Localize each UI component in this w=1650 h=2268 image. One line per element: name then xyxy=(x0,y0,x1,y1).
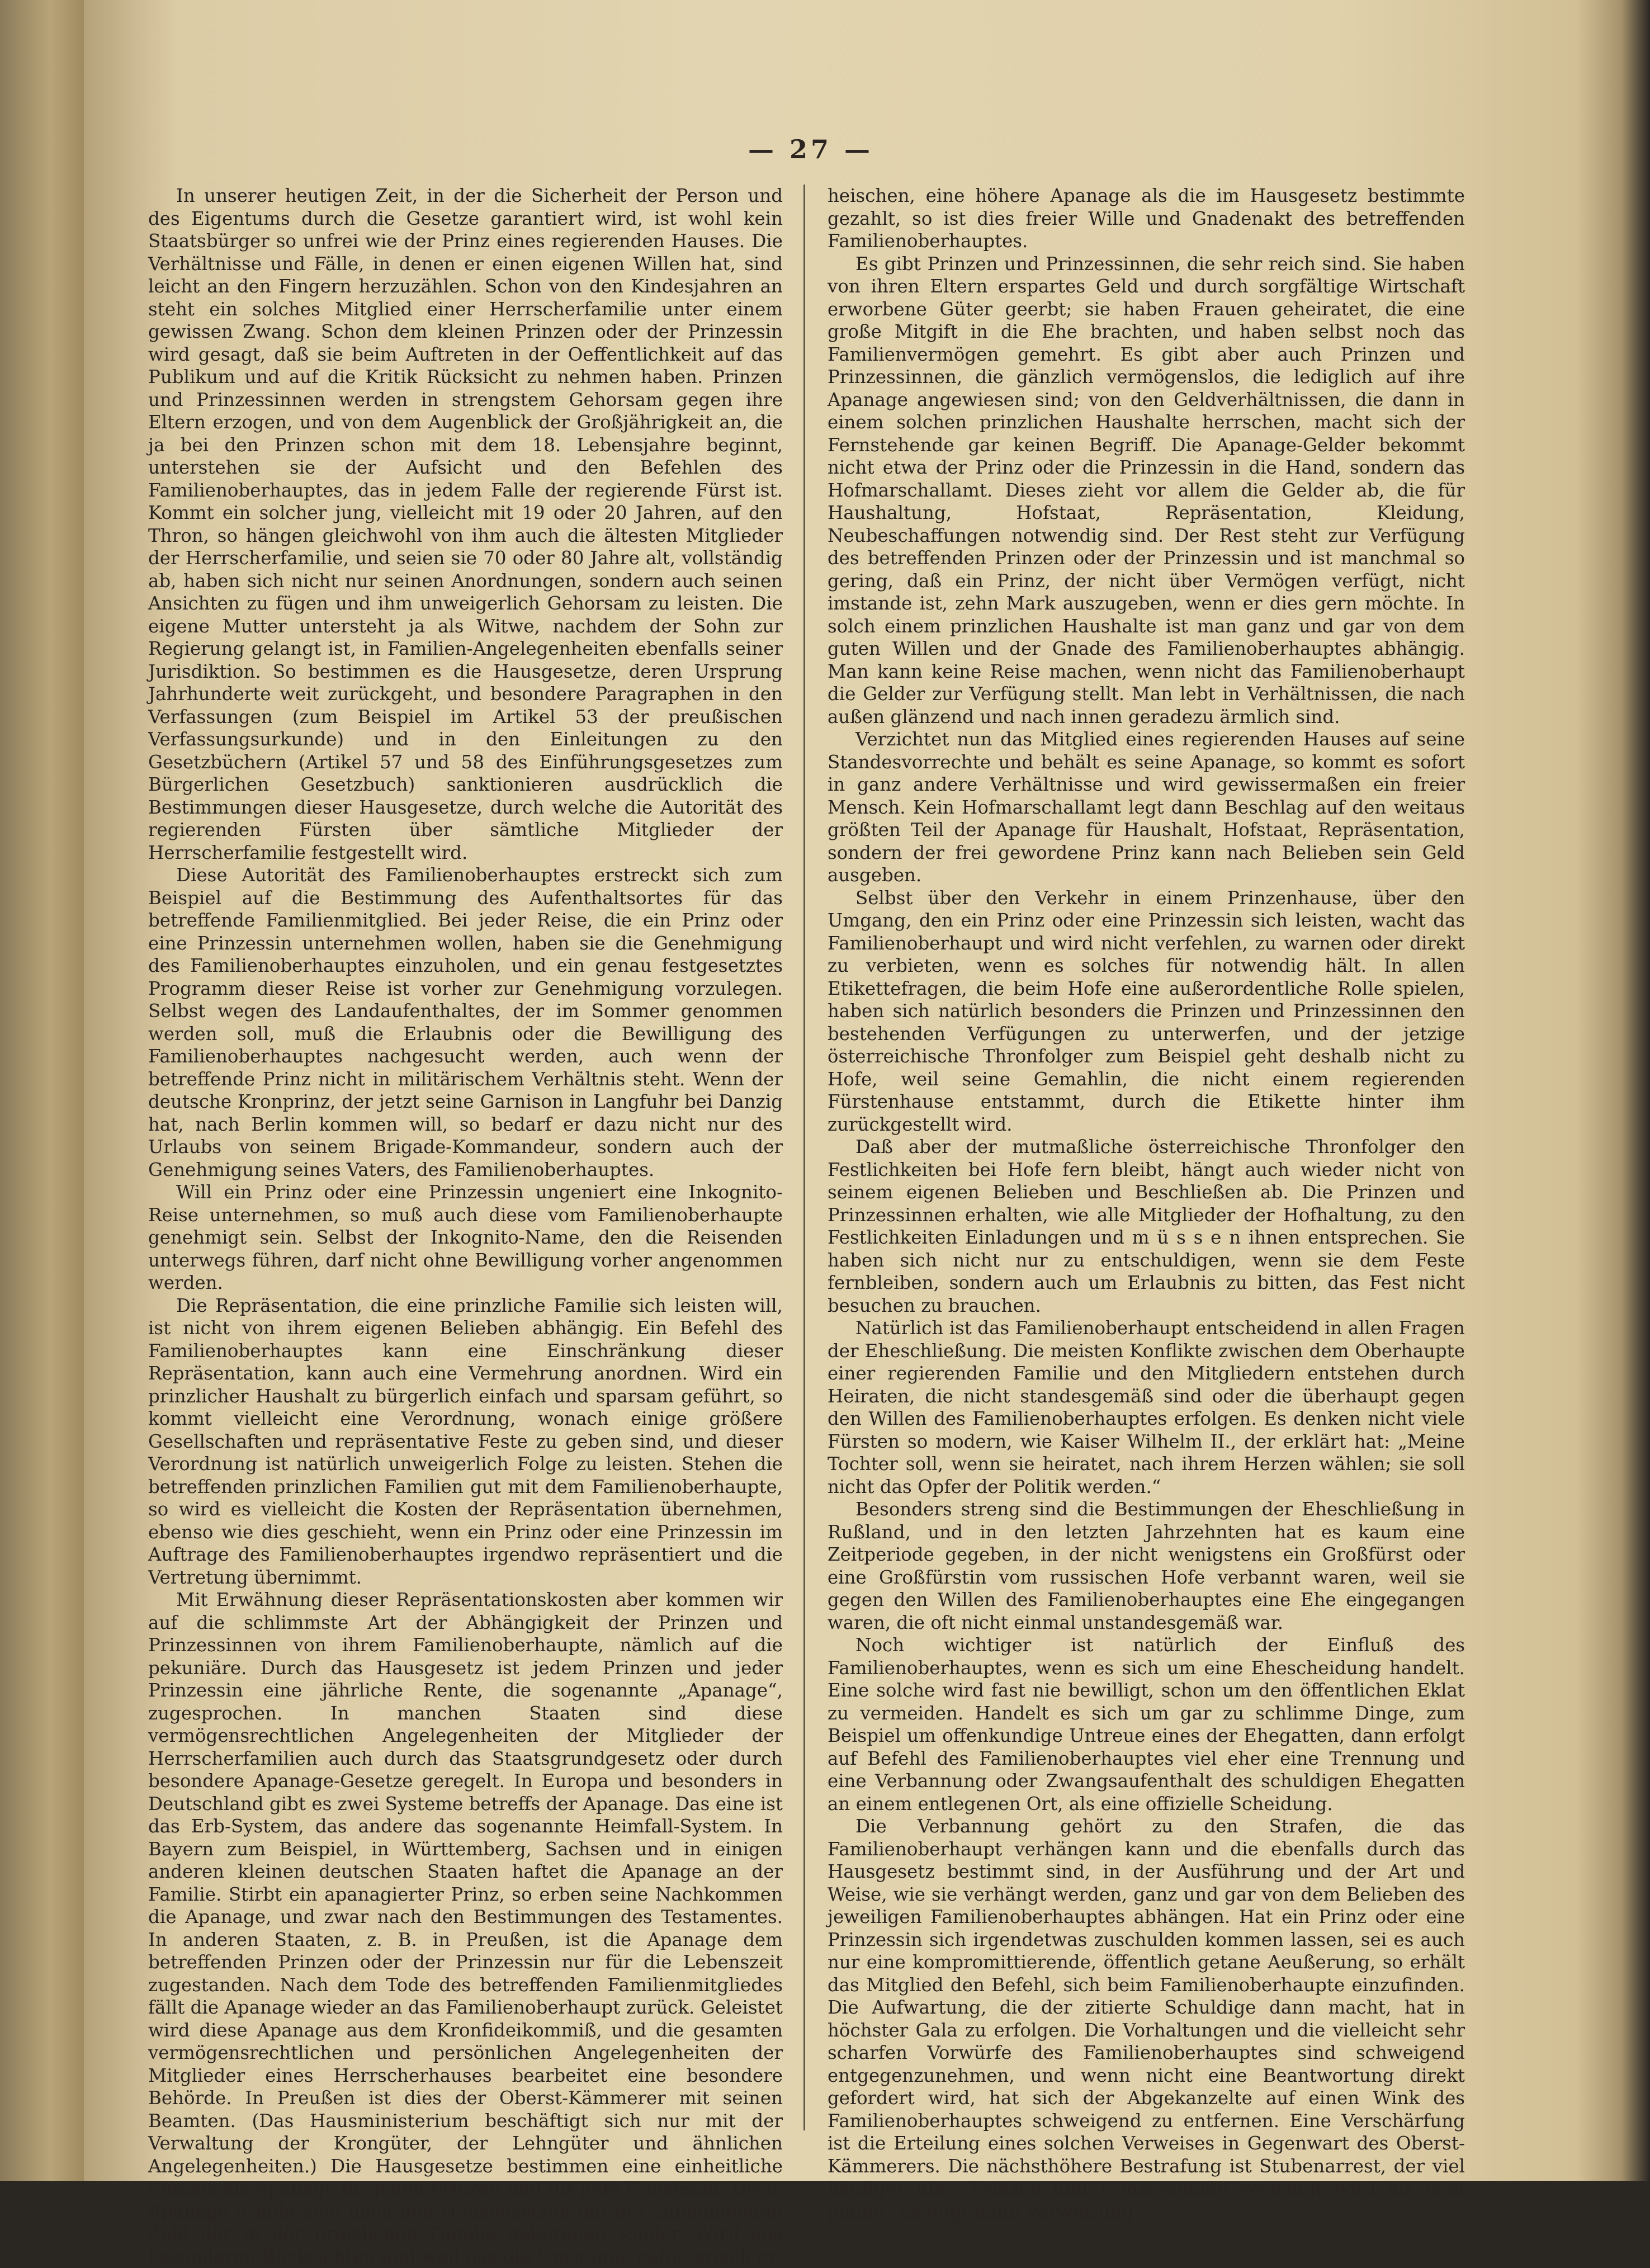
page-number: — 27 — xyxy=(748,134,874,164)
paragraph: Es gibt Prinzen und Prinzessinnen, die sehr reich sind. Sie haben von ihren Eltern erspartes Geld und durch sorgfältige Wirtschaft erworbene Güter geerbt; sie haben Frauen geheiratet, die eine große Mitgift in die Ehe brachten, und haben selbst noch das Familienvermögen gemehrt. Es gibt aber auch Prinzen und Prinzessinnen, die gänzlich vermögenslos, die lediglich auf ihre Apanage angewiesen sind; von den Geldverhältnissen, die dann in einem solchen prinzlichen Haushalte herrschen, macht sich der Fernstehende gar keinen Begriff. Die Apanage-Gelder bekommt nicht etwa der Prinz oder die Prinzessin in die Hand, sondern das Hofmarschallamt. Dieses zieht vor allem die Gelder ab, die für Haushaltung, Hofstaat, Repräsentation, Kleidung, Neubeschaffungen notwendig sind. Der Rest steht zur Verfügung des betreffenden Prinzen oder der Prinzessin und ist manchmal so gering, daß ein Prinz, der nicht über Vermögen verfügt, nicht imstande ist, zehn Mark auszugeben, wenn er dies gern möchte. In solch einem prinzlichen Haushalte ist man ganz und gar von dem guten Willen und der Gnade des Familienoberhauptes abhängig. Man kann keine Reise machen, wenn nicht das Familienoberhaupt die Gelder zur Verfügung stellt. Man lebt in Verhältnissen, die nach außen glänzend und nach innen geradezu ärmlich sind. xyxy=(828,253,1465,727)
paragraph: Mit Erwähnung dieser Repräsentationskosten aber kommen wir auf die schlimmste Art der Abhängigkeit der Prinzen und Prinzessinnen von ihrem Familienoberhaupte, nämlich auf die pekuniäre. Durch das Hausgesetz ist jedem Prinzen und jeder Prinzessin eine jährliche Rente, die sogenannte „Apanage“, zugesprochen. In manchen Staaten sind diese vermögensrechtlichen Angelegenheiten der Mitglieder der Herrscherfamilien auch durch das Staatsgrundgesetz oder durch besondere Apanage-Gesetze geregelt. In Europa und besonders in Deutschland gibt es zwei Systeme betreffs der Apanage. Das eine ist das Erb-System, das andere das sogenannte Heimfall-System. In Bayern zum Beispiel, in Württemberg, Sachsen und in einigen anderen kleinen deutschen Staaten haftet die Apanage an der Familie. Stirbt ein apanagierter Prinz, so erben seine Nachkommen die Apanage, und zwar nach den Bestimmungen des Testamentes. In anderen Staaten, z. B. in Preußen, ist die Apanage dem betreffenden Prinzen oder der Prinzessin nur für die Lebenszeit zugestanden. Nach dem Tode des betreffenden Familienmitgliedes fällt die Apanage wieder an das Familienoberhaupt zurück. Geleistet wird diese Apanage aus dem Kronfideikommiß, und die gesamten vermögensrechtlichen und persönlichen Angelegenheiten der Mitglieder eines Herrscherhauses bearbeitet eine besondere Behörde. In Preußen ist dies der Oberst-Kämmerer mit seinen Beamten. (Das Hausministerium beschäftigt sich nur mit der Verwaltung der Krongüter, der Lehngüter und ähnlichen Angelegenheiten.) Die Hausgesetze bestimmen eine einheitliche Summe als Apanage für jeden Prinzen und für jede Prinzessin. Diese Apanage erhöht sich nach den Hausgesetzen mit der zunehmenden Zahl der in der prinzlichen Familie geborenen Kinder. Wird aus besonderen Rücksichten und weil das die Umstände gebieterisch er- xyxy=(148,1589,783,2267)
paragraph: Daß aber der mutmaßliche österreichische Thronfolger den Festlichkeiten bei Hofe fern bleibt, hängt auch wieder nicht von seinem eigenen Belieben und Beschließen ab. Die Prinzen und Prinzessinnen erhalten, wie alle Mitglieder der Hofhaltung, zu den Festlichkeiten Einladungen und m ü s s e n ihnen entsprechen. Sie haben sich nicht nur zu entschuldigen, wenn sie dem Feste fernbleiben, sondern auch um Erlaubnis zu bitten, das Fest nicht besuchen zu brauchen. xyxy=(828,1136,1465,1316)
paragraph: Die Repräsentation, die eine prinzliche Familie sich leisten will, ist nicht von ihrem eigenen Belieben abhängig. Ein Befehl des Familienoberhauptes kann eine Einschränkung dieser Repräsentation, kann auch eine Vermehrung anordnen. Wird ein prinzlicher Haushalt zu bürgerlich einfach und sparsam geführt, so kommt vielleicht eine Verordnung, wonach einige größere Gesellschaften und repräsentative Feste zu geben sind, und dieser Verordnung ist natürlich unweigerlich Folge zu leisten. Stehen die betreffenden prinzlichen Familien gut mit dem Familienoberhaupte, so wird es vielleicht die Kosten der Repräsentation übernehmen, ebenso wie dies geschieht, wenn ein Prinz oder eine Prinzessin im Auftrage des Familienoberhauptes irgendwo repräsentiert und die Vertretung übernimmt. xyxy=(148,1294,783,1588)
paragraph: Die Verbannung gehört zu den Strafen, die das Familienoberhaupt verhängen kann und die ebenfalls durch das Hausgesetz bestimmt sind, in der Ausführung und der Art und Weise, wie sie verhängt werden, ganz und gar von dem Belieben des jeweiligen Familienoberhauptes abhängen. Hat ein Prinz oder eine Prinzessin sich irgendetwas zuschulden kommen lassen, sei es auch nur eine kompromittierende, öffentlich getane Aeußerung, so erhält das Mitglied den Befehl, sich beim Familienoberhaupte einzufinden. Die Aufwartung, die der zitierte Schuldige dann macht, hat in höchster Gala zu erfolgen. Die Vorhaltungen und die vielleicht sehr scharfen Vorwürfe des Familienoberhauptes sind schweigend entgegenzunehmen, und wenn nicht eine Beantwortung direkt gefordert wird, hat sich der Abgekanzelte auf einen Wink des Familienoberhauptes schweigend zu entfernen. Eine Verschärfung ist die Erteilung eines solchen Verweises in Gegenwart des Oberst-Kämmerers. Die nächsthöhere Bestrafung ist Stubenarrest, der viel häufiger über Prinzen und Prinzessinnen verhängt wird als man glaubt. Es folgt dann Verweisung xyxy=(828,1816,1465,2222)
paragraph: Selbst über den Verkehr in einem Prinzenhause, über den Umgang, den ein Prinz oder eine Prinzessin sich leisten, wacht das Familienoberhaupt und wird nicht verfehlen, zu warnen oder direkt zu verbieten, wenn es solches für notwendig hält. In allen Etikettefragen, die beim Hofe eine außerordentliche Rolle spielen, haben sich natürlich besonders die Prinzen und Prinzessinnen den bestehenden Verfügungen zu unterwerfen, und der jetzige österreichische Thronfolger zum Beispiel geht deshalb nicht zu Hofe, weil seine Gemahlin, die nicht einem regierenden Fürstenhause entstammt, durch die Etikette hinter ihm zurückgestellt wird. xyxy=(828,887,1465,1135)
column-divider xyxy=(803,185,805,2130)
paragraph: Diese Autorität des Familienoberhauptes erstreckt sich zum Beispiel auf die Bestimmung des Aufenthaltsortes für das betreffende Familienmitglied. Bei jeder Reise, die ein Prinz oder eine Prinzessin unternehmen wollen, haben sie die Genehmigung des Familienoberhauptes einzuholen, und ein genau festgesetztes Programm dieser Reise ist vorher zur Genehmigung vorzulegen. Selbst wegen des Landaufenthaltes, der im Sommer genommen werden soll, muß die Erlaubnis oder die Bewilligung des Familienoberhauptes nachgesucht werden, auch wenn der betreffende Prinz nicht in militärischem Verhältnis steht. Wenn der deutsche Kronprinz, der jetzt seine Garnison in Langfuhr bei Danzig hat, nach Berlin kommen will, so bedarf er dazu nicht nur des Urlaubs von seinem Brigade-Kommandeur, sondern auch der Genehmigung seines Vaters, des Familienoberhauptes. xyxy=(148,864,783,1180)
page-edge-shadow xyxy=(1577,0,1650,2181)
paragraph: Besonders streng sind die Bestimmungen der Eheschließung in Rußland, und in den letzten Jahrzehnten hat es kaum eine Zeitperiode gegeben, in der nicht wenigstens ein Großfürst oder eine Großfürstin vom russischen Hofe verbannt waren, weil sie gegen den Willen des Familienoberhauptes eine Ehe eingegangen waren, die oft nicht einmal unstandesgemäß war. xyxy=(828,1499,1465,1633)
left-text-column xyxy=(148,185,783,2267)
paragraph: Verzichtet nun das Mitglied eines regierenden Hauses auf seine Standesvorrechte und behält es seine Apanage, so kommt es sofort in ganz andere Verhältnisse und wird gewissermaßen ein freier Mensch. Kein Hofmarschallamt legt dann Beschlag auf den weitaus größten Teil der Apanage für Haushalt, Hofstaat, Repräsentation, sondern der frei gewordene Prinz kann nach Belieben sein Geld ausgeben. xyxy=(828,729,1465,886)
right-text-column xyxy=(828,185,1465,2222)
paragraph: heischen, eine höhere Apanage als die im Hausgesetz bestimmte gezahlt, so ist dies freier Wille und Gnadenakt des betreffenden Familienoberhauptes. xyxy=(828,185,1465,252)
paragraph: Noch wichtiger ist natürlich der Einfluß des Familienoberhauptes, wenn es sich um eine Ehescheidung handelt. Eine solche wird fast nie bewilligt, schon um den öffentlichen Eklat zu vermeiden. Handelt es sich um gar zu schlimme Dinge, zum Beispiel um offenkundige Untreue eines der Ehegatten, dann erfolgt auf Befehl des Familienoberhauptes viel eher eine Trennung und eine Verbannung oder Zwangsaufenthalt des schuldigen Ehegatten an einem entlegenen Ort, als eine offizielle Scheidung. xyxy=(828,1634,1465,1815)
adjacent-page-edge xyxy=(0,0,84,2181)
paragraph: Natürlich ist das Familienoberhaupt entscheidend in allen Fragen der Eheschließung. Die meisten Konflikte zwischen dem Oberhaupte einer regierenden Familie und den Mitgliedern entstehen durch Heiraten, die nicht standesgemäß sind oder die überhaupt gegen den Willen des Familienoberhauptes erfolgen. Es denken nicht viele Fürsten so modern, wie Kaiser Wilhelm II., der erklärt hat: „Meine Tochter soll, wenn sie heiratet, nach ihrem Herzen wählen; sie soll nicht das Opfer der Politik werden.“ xyxy=(828,1317,1465,1497)
paragraph: In unserer heutigen Zeit, in der die Sicherheit der Person und des Eigentums durch die Gesetze garantiert wird, ist wohl kein Staatsbürger so unfrei wie der Prinz eines regierenden Hauses. Die Verhältnisse und Fälle, in denen er einen eigenen Willen hat, sind leicht an den Fingern herzuzählen. Schon von den Kindesjahren an steht ein solches Mitglied einer Herrscherfamilie unter einem gewissen Zwang. Schon dem kleinen Prinzen oder der Prinzessin wird gesagt, daß sie beim Auftreten in der Oeffentlichkeit auf das Publikum und auf die Kritik Rücksicht zu nehmen haben. Prinzen und Prinzessinnen werden in strengstem Gehorsam gegen ihre Eltern erzogen, und von dem Augenblick der Großjährigkeit an, die ja bei den Prinzen schon mit dem 18. Lebensjahre beginnt, unterstehen sie der Aufsicht und den Befehlen des Familienoberhauptes, das in jedem Falle der regierende Fürst ist. Kommt ein solcher jung, vielleicht mit 19 oder 20 Jahren, auf den Thron, so hängen gleichwohl von ihm auch die ältesten Mitglieder der Herrscherfamilie, und seien sie 70 oder 80 Jahre alt, vollständig ab, haben sich nicht nur seinen Anordnungen, sondern auch seinen Ansichten zu fügen und ihm unweigerlich Gehorsam zu leisten. Die eigene Mutter untersteht ja als Witwe, nachdem der Sohn zur Regierung gelangt ist, in Familien-Angelegenheiten ebenfalls seiner Jurisdiktion. So bestimmen es die Hausgesetze, deren Ursprung Jahrhunderte weit zurückgeht, und besondere Paragraphen in den Verfassungen (zum Beispiel im Artikel 53 der preußischen Verfassungsurkunde) und in den Einleitungen zu den Gesetzbüchern (Artikel 57 und 58 des Einführungsgesetzes zum Bürgerlichen Gesetzbuch) sanktionieren ausdrücklich die Bestimmungen dieser Hausgesetze, durch welche die Autorität des regierenden Fürsten über sämtliche Mitglieder der Herrscherfamilie festgestellt wird. xyxy=(148,185,783,863)
paragraph: Will ein Prinz oder eine Prinzessin ungeniert eine Inkognito-Reise unternehmen, so muß auch diese vom Familienoberhaupte genehmigt sein. Selbst der Inkognito-Name, den die Reisenden unterwegs führen, darf nicht ohne Bewilligung vorher angenommen werden. xyxy=(148,1182,783,1293)
